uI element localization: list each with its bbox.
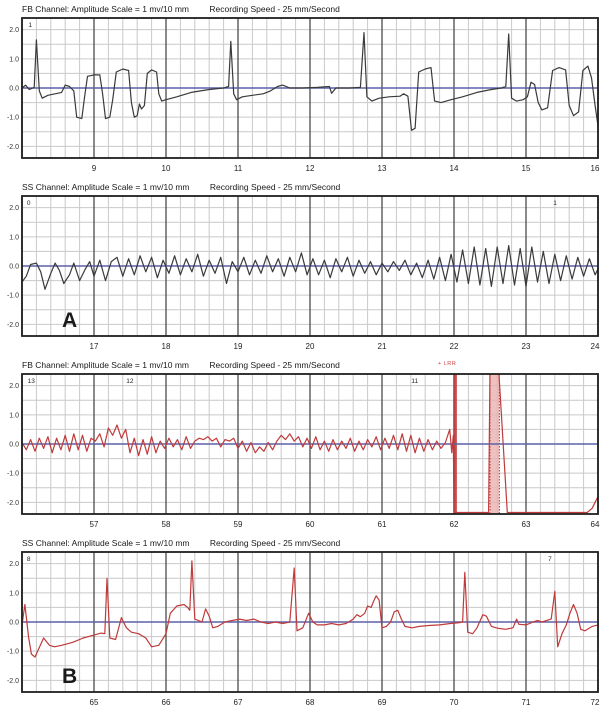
event-number-marker: 12	[126, 378, 134, 385]
y-tick-label: 0.0	[9, 441, 19, 449]
event-number-marker: 7	[548, 556, 552, 563]
x-tick-label: 61	[377, 520, 387, 529]
y-tick-label: -1.0	[6, 648, 19, 656]
channel-amplitude-label: FB Channel: Amplitude Scale = 1 mv/10 mm	[22, 4, 190, 14]
y-tick-label: 0.0	[9, 619, 19, 627]
x-tick-label: 70	[449, 698, 459, 707]
event-number-marker: 8	[26, 556, 31, 563]
event-number-marker: 0	[26, 200, 31, 207]
y-tick-label: 1.0	[9, 590, 19, 598]
y-tick-label: 2.0	[9, 561, 19, 569]
strip-chart	[0, 550, 600, 712]
x-tick-label: 23	[521, 342, 531, 351]
x-tick-label: 72	[590, 698, 600, 707]
x-tick-label: 18	[161, 342, 171, 351]
x-tick-label: 63	[521, 520, 531, 529]
y-tick-label: 1.0	[9, 234, 19, 242]
x-tick-label: 66	[161, 698, 171, 707]
x-tick-label: 68	[305, 698, 315, 707]
panel-ss-channel-b	[0, 534, 600, 712]
event-number-marker: 13	[27, 378, 35, 385]
y-tick-label: 1.0	[9, 412, 19, 420]
y-tick-label: 1.0	[9, 56, 19, 64]
y-tick-label: 0.0	[9, 85, 19, 93]
channel-amplitude-label: SS Channel: Amplitude Scale = 1 mv/10 mm	[22, 538, 190, 548]
y-tick-label: -1.0	[6, 470, 19, 478]
x-tick-label: 62	[449, 520, 459, 529]
panel-fb-channel-b	[0, 356, 600, 534]
channel-amplitude-label: FB Channel: Amplitude Scale = 1 mv/10 mm	[22, 360, 190, 370]
x-tick-label: 65	[89, 698, 99, 707]
strip-chart	[0, 16, 600, 178]
y-tick-label: -1.0	[6, 292, 19, 300]
recording-speed-label: Recording Speed - 25 mm/Second	[209, 4, 340, 14]
x-tick-label: 17	[89, 342, 99, 351]
x-tick-label: 15	[521, 164, 531, 173]
y-tick-label: 0.0	[9, 263, 19, 271]
panel-header	[0, 356, 600, 372]
x-tick-label: 58	[161, 520, 171, 529]
event-number-marker: 1	[28, 22, 32, 29]
panel-letter: A	[62, 309, 78, 332]
x-tick-label: 16	[590, 164, 600, 173]
x-tick-label: 21	[377, 342, 387, 351]
y-tick-label: 2.0	[9, 27, 19, 35]
x-tick-label: 59	[233, 520, 243, 529]
x-tick-label: 12	[305, 164, 315, 173]
panel-header	[0, 178, 600, 194]
panel-letter: B	[62, 665, 78, 688]
strip-chart	[0, 372, 600, 534]
event-annotation: + LRR	[438, 361, 457, 367]
x-tick-label: 19	[233, 342, 243, 351]
x-tick-label: 20	[305, 342, 315, 351]
x-tick-label: 22	[449, 342, 459, 351]
y-tick-label: 2.0	[9, 383, 19, 391]
strip-chart	[0, 194, 600, 356]
x-tick-label: 11	[233, 164, 243, 173]
y-tick-label: -2.0	[6, 321, 19, 329]
x-tick-label: 9	[91, 164, 97, 173]
x-tick-label: 69	[377, 698, 387, 707]
x-tick-label: 60	[305, 520, 315, 529]
x-tick-label: 14	[449, 164, 459, 173]
y-tick-label: -2.0	[6, 677, 19, 685]
x-tick-label: 64	[590, 520, 600, 529]
recording-speed-label: Recording Speed - 25 mm/Second	[209, 182, 341, 192]
x-tick-label: 13	[377, 164, 387, 173]
x-tick-label: 71	[521, 698, 531, 707]
recording-speed-label: Recording Speed - 25 mm/Second	[209, 538, 341, 548]
y-tick-label: -2.0	[6, 143, 19, 151]
x-tick-label: 24	[590, 342, 600, 351]
panel-ss-channel-a	[0, 178, 600, 356]
y-tick-label: 2.0	[9, 205, 19, 213]
x-tick-label: 67	[233, 698, 243, 707]
x-tick-label: 57	[89, 520, 99, 529]
y-tick-label: -2.0	[6, 499, 19, 507]
panel-header	[0, 534, 600, 550]
panel-fb-channel-a	[0, 0, 600, 178]
event-number-marker: 11	[411, 378, 419, 385]
panel-header	[0, 0, 600, 16]
recording-speed-label: Recording Speed - 25 mm/Second	[209, 360, 340, 370]
event-number-marker: 1	[553, 200, 557, 207]
x-tick-label: 10	[161, 164, 171, 173]
channel-amplitude-label: SS Channel: Amplitude Scale = 1 mv/10 mm	[22, 182, 190, 192]
y-tick-label: -1.0	[6, 114, 19, 122]
